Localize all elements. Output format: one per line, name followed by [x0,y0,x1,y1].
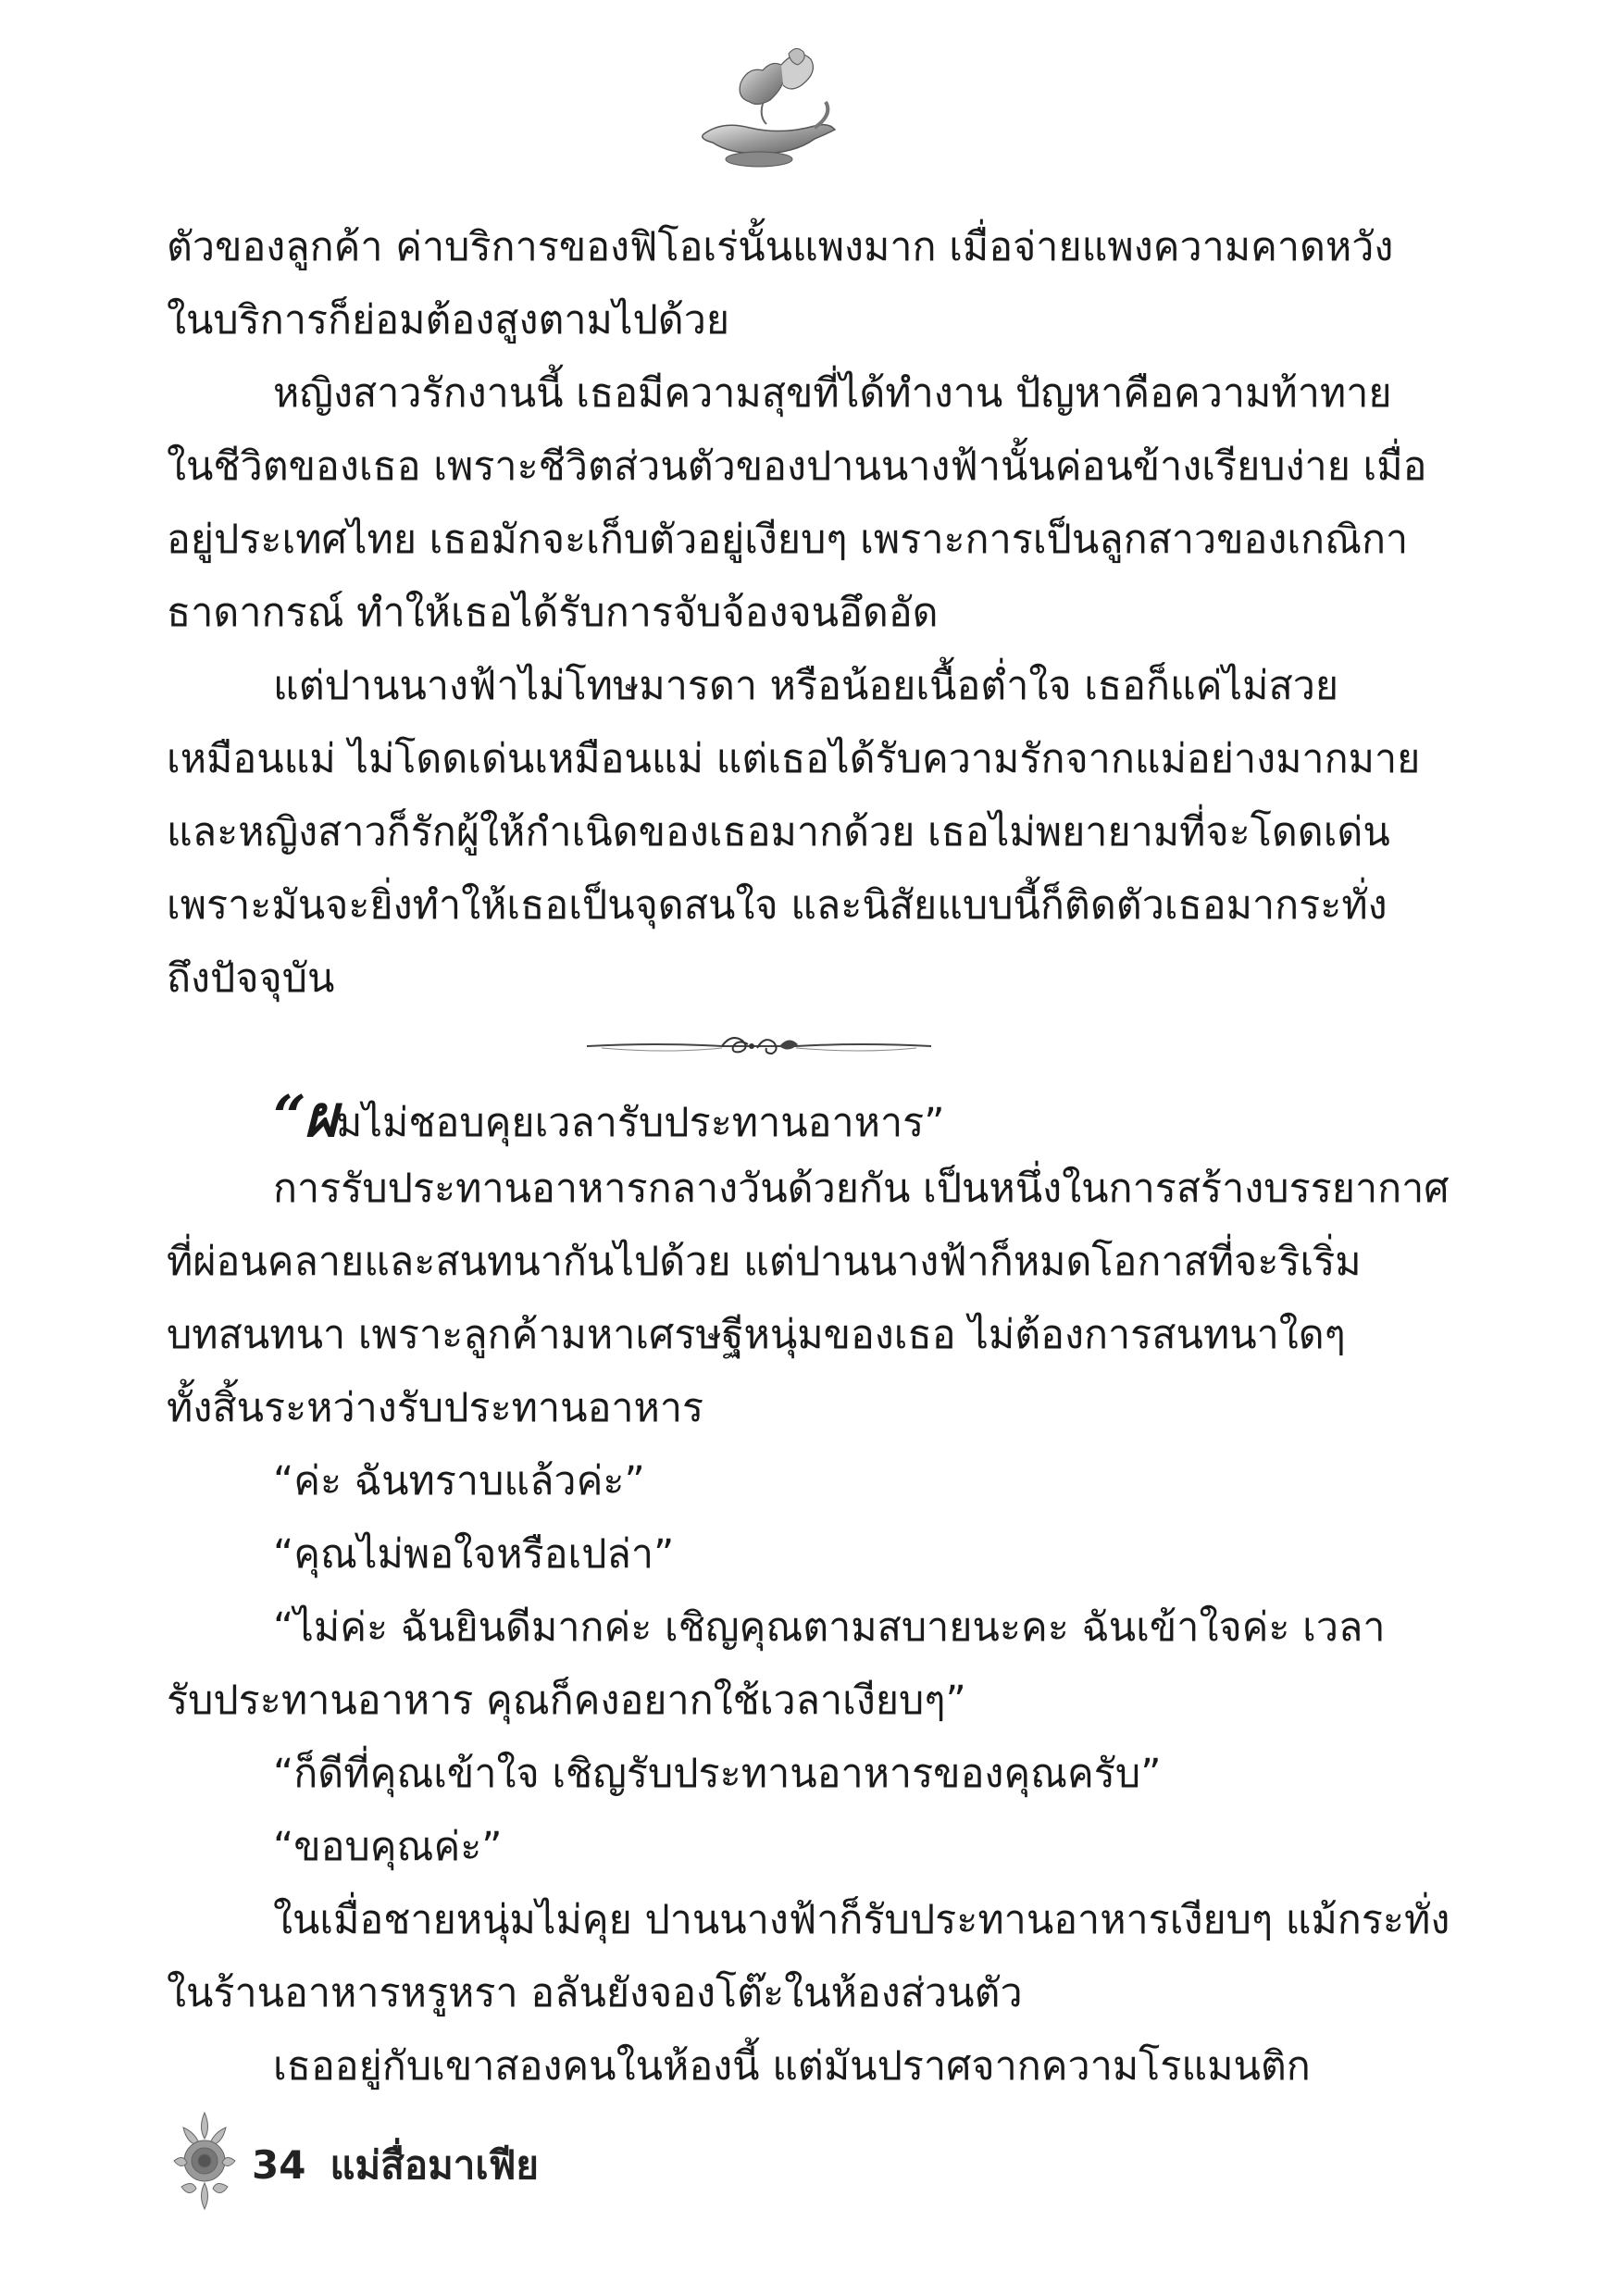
text-line: ในร้านอาหารหรูหรา อลันยังจองโต๊ะในห้องส่วนตัว [167,1970,1023,2016]
text-line: เหมือนแม่ ไม่โดดเด่นเหมือนแม่ แต่เธอได้รับความรักจากแม่อย่างมากมาย [167,736,1421,782]
dialogue-line: “ก็ดีที่คุณเข้าใจ เชิญรับประทานอาหารของคุณครับ” [273,1751,1162,1797]
text-line: เพราะมันจะยิ่งทำให้เธอเป็นจุดสนใจ และนิสัยแบบนี้ก็ติดตัวเธอมากระทั่ง [167,882,1388,929]
opening-text: มไม่ชอบคุยเวลารับประทานอาหาร” [336,1100,945,1146]
text-line: เธออยู่กับเขาสองคนในห้องนี้ แต่มันปราศจากความโรแมนติก [273,2043,1311,2090]
cupid-lamp-ornament-icon [685,46,842,171]
page-number: 34 [252,2142,306,2188]
text-line: และหญิงสาวก็รักผู้ให้กำเนิดของเธอมากด้วย เธอไม่พยายามที่จะโดดเด่น [167,809,1390,855]
text-line: การรับประทานอาหารกลางวันด้วยกัน เป็นหนึ่งในการสร้างบรรยากาศ [273,1166,1450,1212]
dialogue-line: “ขอบคุณค่ะ” [273,1824,503,1870]
dialogue-line: “ค่ะ ฉันทราบแล้วค่ะ” [273,1458,645,1504]
text-line: ถึงปัจจุบัน [167,955,335,1002]
flower-ornament-icon [165,2109,244,2213]
text-line: ธาดากรณ์ ทำให้เธอได้รับการจับจ้องจนอึดอัด [167,590,939,636]
text-line: หญิงสาวรักงานนี้ เธอมีความสุขที่ได้ทำงาน ปัญหาคือความท้าทาย [273,370,1392,417]
dialogue-line: “ไม่ค่ะ ฉันยินดีมากค่ะ เชิญคุณตามสบายนะคะ ฉันเข้าใจค่ะ เวลา [273,1604,1386,1651]
page-footer [252,2135,539,2196]
text-block-1 [167,211,1427,1016]
text-line: แต่ปานนางฟ้าไม่โทษมารดา หรือน้อยเนื้อต่ำใจ เธอก็แค่ไม่สวย [273,663,1339,709]
flourish-divider-icon [583,1026,935,1067]
text-line: ในเมื่อชายหนุ่มไม่คุย ปานนางฟ้าก็รับประทานอาหารเงียบๆ แม้กระทั่ง [273,1897,1450,1943]
text-line: บทสนทนา เพราะลูกค้ามหาเศรษฐีหนุ่มของเธอ ไม่ต้องการสนทนาใดๆ [167,1312,1346,1358]
drop-cap: “ผ [273,1082,336,1150]
text-line: ตัวของลูกค้า ค่าบริการของฟิโอเร่นั้นแพงมาก เมื่อจ่ายแพงความคาดหวัง [167,224,1394,270]
text-line: อยู่ประเทศไทย เธอมักจะเก็บตัวอยู่เงียบๆ เพราะการเป็นลูกสาวของเกณิกา [167,517,1409,563]
dialogue-line: “คุณไม่พอใจหรือเปล่า” [273,1531,675,1578]
text-line: ในชีวิตของเธอ เพราะชีวิตส่วนตัวของปานนางฟ้านั้นค่อนข้างเรียบง่าย เมื่อ [167,443,1427,490]
text-line: ทั้งสิ้นระหว่างรับประทานอาหาร [167,1385,704,1431]
text-line: ที่ผ่อนคลายและสนทนากันไปด้วย แต่ปานนางฟ้าก็หมดโอกาสที่จะริเริ่ม [167,1239,1362,1285]
text-line: ในบริการก็ย่อมต้องสูงตามไปด้วย [167,297,730,343]
book-title: แม่สื่อมาเฟีย [330,2142,540,2188]
text-block-2 [167,1079,1450,2103]
chapter-opening-line [167,1079,1356,1153]
dialogue-line: รับประทานอาหาร คุณก็คงอยากใช้เวลาเงียบๆ” [167,1678,966,1724]
